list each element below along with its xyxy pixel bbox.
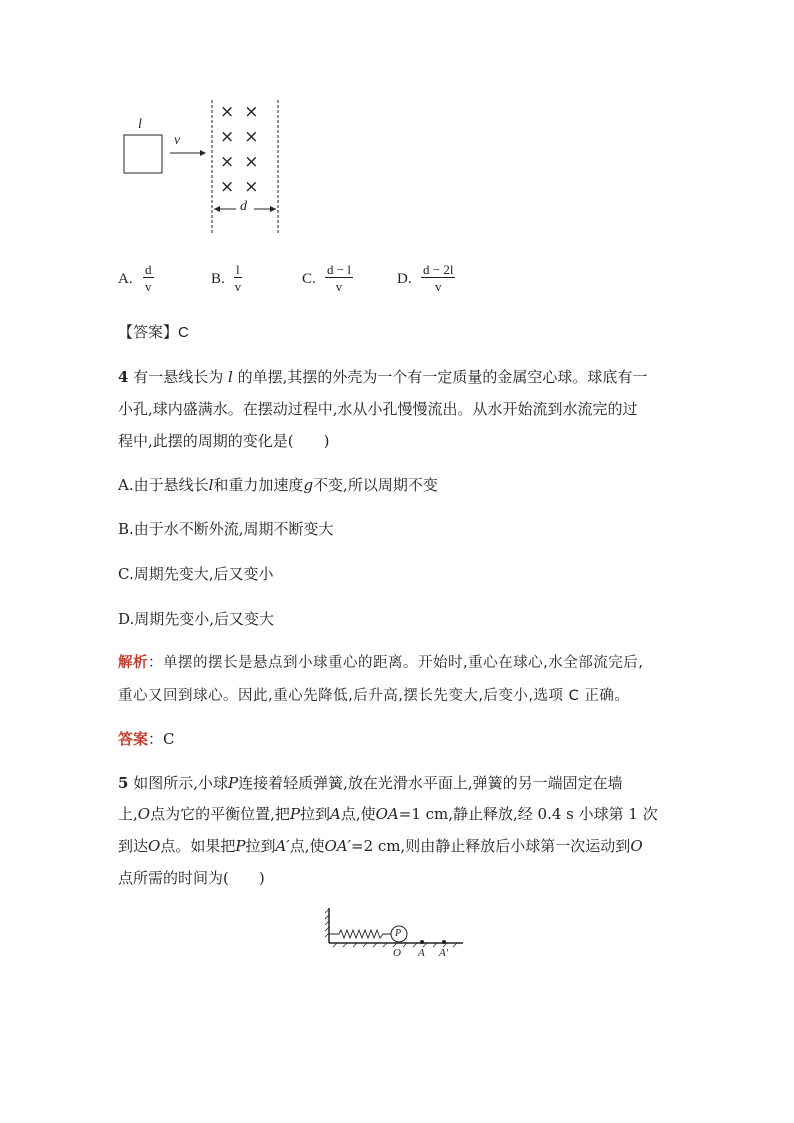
answer-q3-value: C: [178, 324, 189, 341]
question-5-line-1: 5 如图所示,小球P连接着轻质弹簧,放在光滑水平面上,弹簧的另一端固定在墙: [118, 774, 623, 792]
option-4d: D.周期先变小,后又变大: [118, 610, 275, 628]
width-arrow-head-left: [214, 206, 220, 212]
analysis-line-2: 重心又回到球心。因此,重心先降低,后升高,摆长先变大,后变小,选项 C 正确。: [118, 688, 630, 704]
cross-row: ××: [220, 177, 269, 197]
answer-q4-label: 答案: [118, 730, 149, 748]
square-loop: [124, 135, 162, 173]
figure-loop-field: [110, 95, 310, 240]
option-b-numerator: l: [236, 262, 240, 277]
cross-row: ××: [220, 127, 269, 147]
answer-q3-label: 【答案】: [118, 323, 179, 341]
label-v: v: [174, 133, 181, 148]
answer-q4-value: ：C: [148, 730, 175, 748]
question-5-line-3: 到达O点。如果把P拉到A′点,使OA′=2 cm,则由静止释放后小球第一次运动到O: [118, 837, 643, 855]
figure-spring: [323, 903, 473, 963]
option-c-fraction: [325, 262, 353, 294]
label-d: d: [240, 199, 247, 214]
option-a-letter: A.: [118, 271, 133, 287]
option-d-denominator: v: [434, 279, 442, 294]
option-4a: A.由于悬线长l和重力加速度g不变,所以周期不变: [118, 476, 438, 494]
question-5-line-4: 点所需的时间为( ): [118, 869, 265, 887]
question-number: 4: [118, 368, 129, 386]
analysis-line-1: 解析：单摆的摆长是悬点到小球重心的距离。开始时,重心在球心,水全部流完后,: [118, 655, 644, 671]
option-c-numerator: d − l: [327, 262, 351, 277]
option-a-denominator: v: [145, 279, 152, 294]
field-crosses: [220, 100, 270, 200]
option-4b: B.由于水不断外流,周期不断变大: [118, 520, 334, 538]
point-a: [420, 940, 424, 944]
label-l: l: [138, 117, 142, 132]
option-d-numerator: d − 2l: [423, 262, 454, 277]
cross-row: ××: [220, 152, 269, 172]
label-a: A: [418, 947, 425, 959]
option-c-letter: C.: [302, 271, 316, 287]
analysis-label: 解析: [118, 655, 148, 671]
question-number: 5: [118, 774, 129, 792]
option-b-denominator: v: [234, 279, 242, 294]
cross-row: ××: [220, 102, 269, 122]
question-4-line-1: 4 有一悬线长为 l 的单摆,其摆的外壳为一个有一定质量的金属空心球。球底有一: [118, 368, 648, 386]
answer-q4: [118, 729, 175, 749]
point-a-prime: [442, 940, 446, 944]
label-a-prime: A′: [439, 947, 449, 959]
label-o: O: [393, 947, 401, 959]
option-a-numerator: d: [145, 262, 152, 277]
question-5-line-2: 上,O点为它的平衡位置,把P拉到A点,使OA=1 cm,静止释放,经 0.4 s 小球第 1 次: [118, 805, 658, 823]
option-a-fraction: [143, 262, 154, 294]
option-d-fraction: [421, 262, 455, 294]
label-p: P: [395, 928, 402, 939]
option-4c: C.周期先变大,后又变小: [118, 565, 274, 583]
width-arrow-head-right: [270, 206, 276, 212]
answer-q3: [118, 322, 189, 343]
spring: [329, 930, 391, 938]
option-c-denominator: v: [335, 279, 343, 294]
velocity-arrow-head: [200, 150, 206, 156]
option-b-fraction: [234, 262, 242, 294]
option-d-letter: D.: [397, 271, 412, 287]
option-b-letter: B.: [211, 271, 225, 287]
question-4-line-2: 小孔,球内盛满水。在摆动过程中,水从小孔慢慢流出。从水开始流到水流完的过: [118, 400, 638, 418]
question-4-line-3: 程中,此摆的周期的变化是( ): [118, 432, 330, 450]
